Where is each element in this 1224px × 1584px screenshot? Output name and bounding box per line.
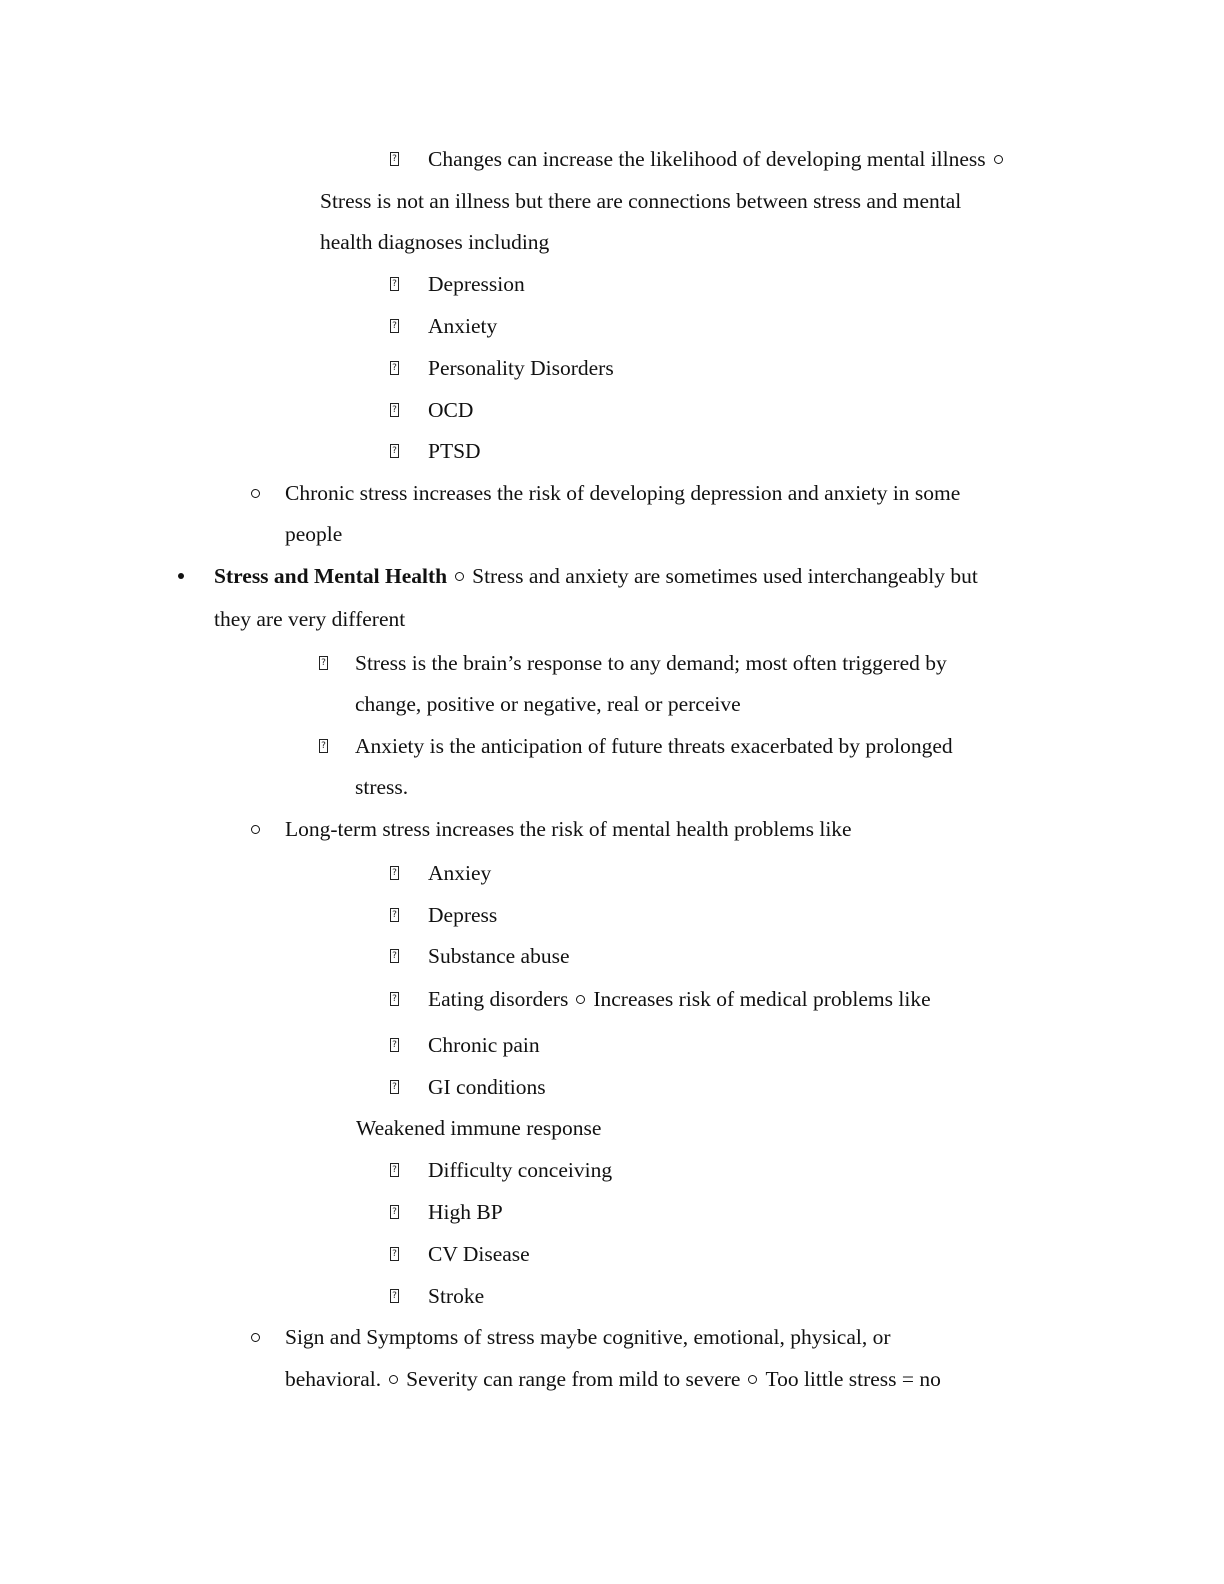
list-item-text: OCD <box>428 398 474 422</box>
list-item-text: behavioral. <box>285 1367 382 1391</box>
list-item <box>390 312 497 340</box>
list-item <box>251 815 852 843</box>
list-item-text: Depress <box>428 903 498 927</box>
hollow-circle-bullet-icon <box>251 1333 260 1342</box>
missing-glyph-bullet-icon: ? <box>390 444 399 458</box>
list-item-text: stress. <box>355 775 409 799</box>
missing-glyph-bullet-icon: ? <box>390 152 399 166</box>
missing-glyph-bullet-icon: ? <box>390 866 399 880</box>
list-item-text: Long-term stress increases the risk of mental health problems like <box>285 817 852 841</box>
hollow-circle-bullet-icon <box>389 1375 398 1384</box>
list-item-text: High BP <box>428 1200 503 1224</box>
list-item <box>390 270 525 298</box>
missing-glyph-bullet-icon: ? <box>390 949 399 963</box>
paragraph-text: health diagnoses including <box>320 230 550 254</box>
list-item <box>319 649 947 677</box>
text-line <box>356 1114 601 1142</box>
missing-glyph-bullet-icon: ? <box>390 992 399 1006</box>
section-heading: Stress and Mental Health <box>214 564 448 588</box>
list-item-text: people <box>285 522 343 546</box>
missing-glyph-bullet-icon: ? <box>390 1163 399 1177</box>
missing-glyph-bullet-icon: ? <box>319 656 328 670</box>
missing-glyph-bullet-icon: ? <box>390 319 399 333</box>
list-item-text: Increases risk of medical problems like <box>593 987 931 1011</box>
list-item <box>319 732 953 760</box>
hollow-circle-bullet-icon <box>251 489 260 498</box>
list-item-text: change, positive or negative, real or perceive <box>355 692 741 716</box>
paragraph-text: Stress is not an illness but there are connections between stress and mental <box>320 189 962 213</box>
missing-glyph-bullet-icon: ? <box>390 1247 399 1261</box>
list-item <box>390 1073 546 1101</box>
list-item <box>390 1198 503 1226</box>
hollow-circle-bullet-icon <box>994 155 1003 164</box>
list-item <box>390 942 570 970</box>
missing-glyph-bullet-icon: ? <box>390 908 399 922</box>
missing-glyph-bullet-icon: ? <box>319 739 328 753</box>
text-line <box>355 690 741 718</box>
text-line <box>285 520 342 548</box>
hollow-circle-bullet-icon <box>748 1375 757 1384</box>
list-item-text: GI conditions <box>428 1075 546 1099</box>
list-item <box>390 1282 484 1310</box>
missing-glyph-bullet-icon: ? <box>390 1080 399 1094</box>
text-line <box>285 1365 941 1393</box>
list-item-text: Weakened immune response <box>356 1116 602 1140</box>
list-item-text: Stroke <box>428 1284 485 1308</box>
list-item-text: they are very different <box>214 607 406 631</box>
list-item-text: Sign and Symptoms of stress maybe cognitive, emotional, physical, or <box>285 1325 891 1349</box>
missing-glyph-bullet-icon: ? <box>390 361 399 375</box>
list-item-text: Substance abuse <box>428 944 570 968</box>
hollow-circle-bullet-icon <box>576 995 585 1004</box>
list-item <box>390 859 491 887</box>
list-item <box>178 562 978 590</box>
filled-bullet-icon <box>178 573 184 579</box>
missing-glyph-bullet-icon: ? <box>390 1289 399 1303</box>
list-item-text: Anxiety is the anticipation of future threats exacerbated by prolonged <box>355 734 953 758</box>
missing-glyph-bullet-icon: ? <box>390 277 399 291</box>
hollow-circle-bullet-icon <box>455 572 464 581</box>
list-item-text: Difficulty conceiving <box>428 1158 613 1182</box>
text-line <box>320 228 549 256</box>
list-item-text: Chronic pain <box>428 1033 540 1057</box>
list-item-text: Personality Disorders <box>428 356 614 380</box>
list-item <box>390 985 931 1013</box>
list-item-text: Too little stress = no <box>765 1367 941 1391</box>
list-item-text: Anxiey <box>428 861 492 885</box>
list-item <box>390 354 614 382</box>
missing-glyph-bullet-icon: ? <box>390 1205 399 1219</box>
missing-glyph-bullet-icon: ? <box>390 403 399 417</box>
text-line <box>214 605 405 633</box>
list-item-text: Severity can range from mild to severe <box>406 1367 741 1391</box>
list-item-text: Anxiety <box>428 314 498 338</box>
missing-glyph-bullet-icon: ? <box>390 1038 399 1052</box>
list-item-text: PTSD <box>428 439 481 463</box>
list-item <box>251 1323 891 1351</box>
list-item-text: Depression <box>428 272 525 296</box>
list-item <box>390 901 497 929</box>
hollow-circle-bullet-icon <box>251 825 260 834</box>
list-item <box>390 1240 530 1268</box>
text-line <box>320 187 961 215</box>
text-line <box>355 773 408 801</box>
text-line <box>390 145 1011 173</box>
list-item-text: Changes can increase the likelihood of developing mental illness <box>428 147 986 171</box>
list-item-text: Eating disorders <box>428 987 569 1011</box>
list-item <box>390 437 481 465</box>
list-item-text: Stress is the brain’s response to any demand; most often triggered by <box>355 651 947 675</box>
list-item-text: Stress and anxiety are sometimes used interchangeably but <box>472 564 978 588</box>
list-item <box>251 479 960 507</box>
list-item <box>390 1156 612 1184</box>
list-item-text: Chronic stress increases the risk of developing depression and anxiety in some <box>285 481 961 505</box>
list-item <box>390 1031 540 1059</box>
list-item <box>390 396 473 424</box>
list-item-text: CV Disease <box>428 1242 530 1266</box>
